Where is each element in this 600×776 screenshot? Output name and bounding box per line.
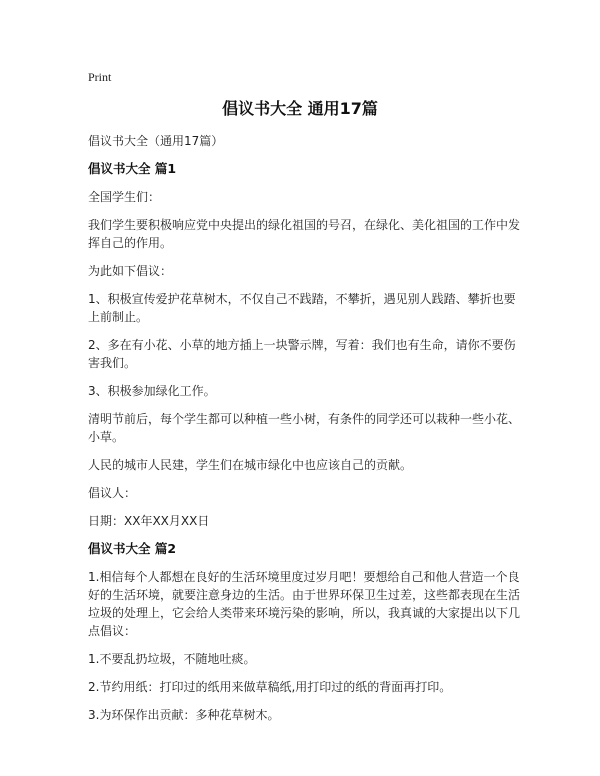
document-body [88, 132, 520, 734]
paragraph: 我们学生要积极响应党中央提出的绿化祖国的号召，在绿化、美化祖国的工作中发挥自己的作用。 [88, 218, 521, 250]
print-label: Print [88, 70, 112, 84]
document-title: 倡议书大全 通用17篇 [222, 99, 378, 118]
document-subtitle: 倡议书大全（通用17篇） [88, 134, 224, 148]
paragraph: 为此如下倡议： [88, 264, 173, 278]
section-heading-1: 倡议书大全 篇1 [88, 161, 177, 176]
paragraph: 2.节约用纸：打印过的纸用来做草稿纸,用打印过的纸的背面再打印。 [88, 680, 452, 694]
paragraph: 1.不要乱扔垃圾，不随地吐痰。 [88, 652, 256, 666]
signature-line: 倡议人： [88, 486, 137, 500]
paragraph: 3、积极参加绿化工作。 [88, 384, 216, 398]
paragraph: 1.相信每个人都想在良好的生活环境里度过岁月吧！要想给自己和他人营造一个良好的生活环境，就要注意身边的生活。由于世界环保卫生过差，这些都表现在生活垃圾的处理上，它会给人类带来环境污染的影响，所以，我真诚的大家提出以下几点倡议： [88, 570, 521, 638]
paragraph: 全国学生们： [88, 190, 161, 204]
paragraph: 2、多在有小花、小草的地方插上一块警示牌，写着：我们也有生命，请你不要伤害我们。 [88, 338, 516, 370]
paragraph: 3.为环保作出贡献：多种花草树木。 [88, 708, 280, 722]
paragraph: 人民的城市人民建，学生们在城市绿化中也应该自己的贡献。 [88, 458, 413, 472]
section-heading-2: 倡议书大全 篇2 [88, 541, 177, 556]
paragraph: 1、积极宣传爱护花草树木，不仅自己不践踏，不攀折，遇见别人践踏、攀折也要上前制止。 [88, 292, 516, 324]
date-line: 日期：XX年XX月XX日 [88, 514, 210, 528]
paragraph: 清明节前后，每个学生都可以种植一些小树，有条件的同学还可以栽种一些小花、小草。 [88, 412, 521, 444]
